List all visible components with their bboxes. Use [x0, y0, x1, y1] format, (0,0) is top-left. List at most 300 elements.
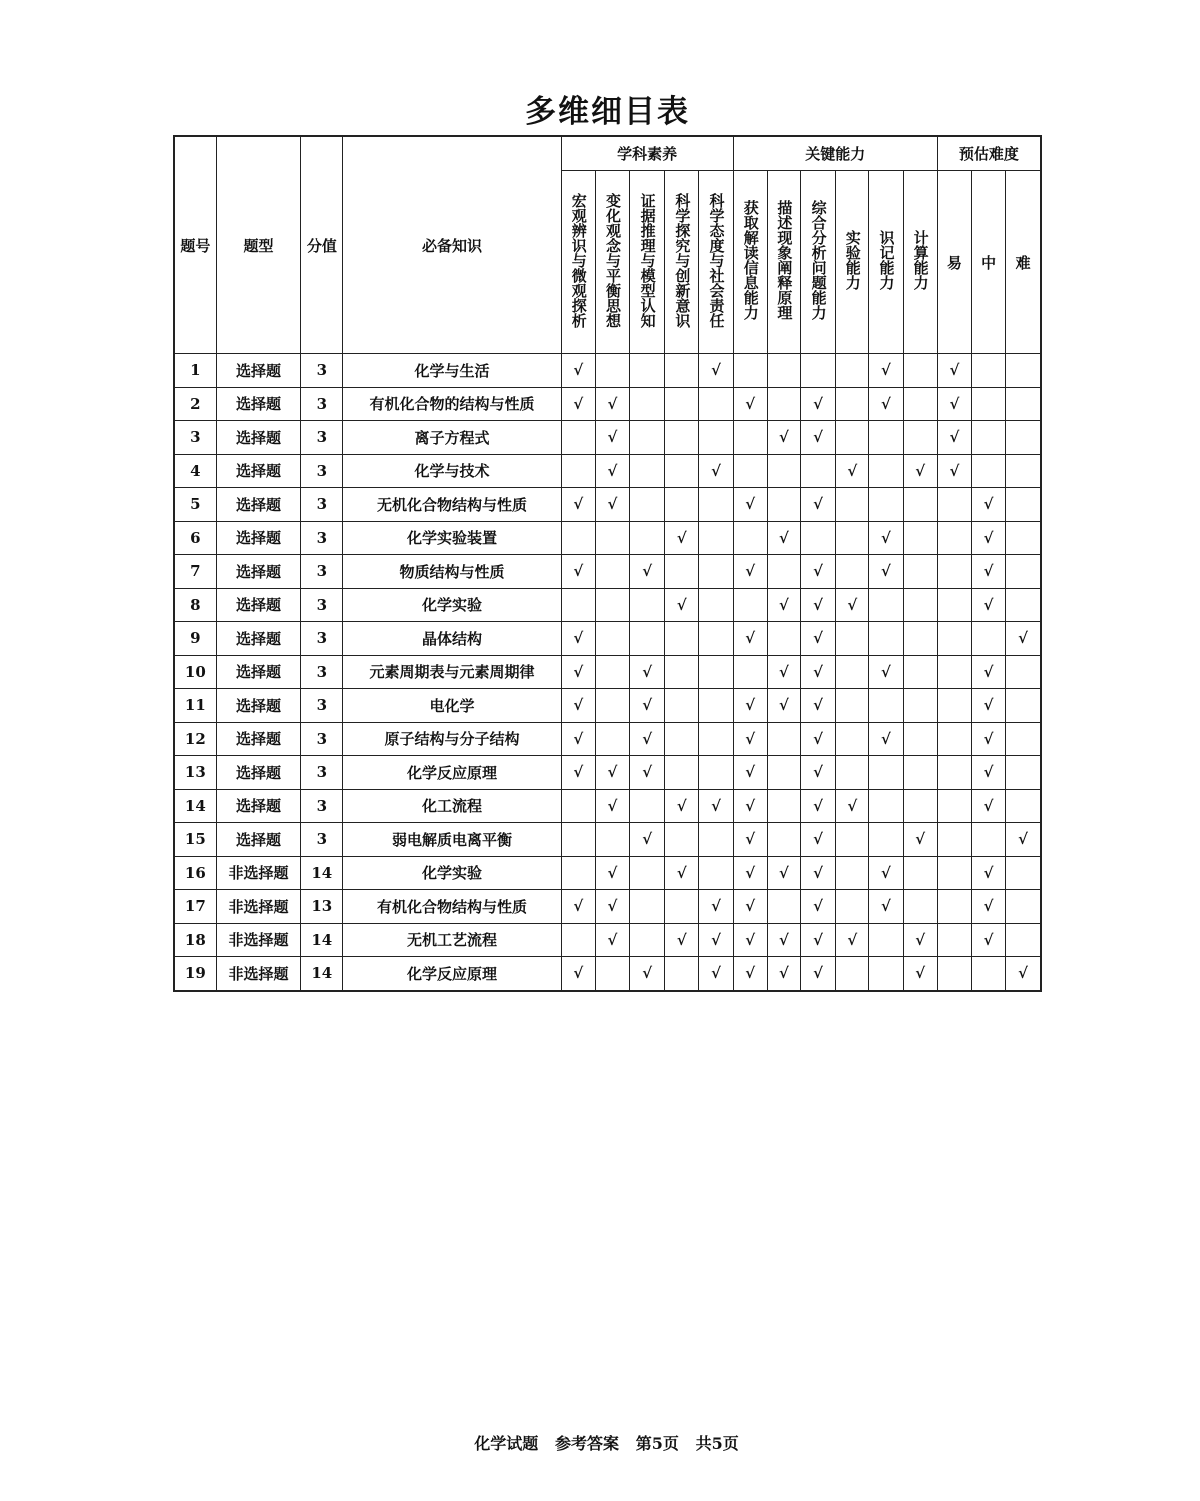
- empty-cell: [665, 622, 699, 656]
- row-id: 17: [174, 890, 216, 924]
- check-mark: √: [733, 387, 767, 421]
- empty-cell: [836, 622, 869, 656]
- empty-cell: [903, 421, 937, 455]
- empty-cell: [561, 923, 595, 957]
- empty-cell: [630, 789, 665, 823]
- empty-cell: [767, 354, 800, 388]
- check-mark: √: [733, 689, 767, 723]
- row-score: 3: [301, 555, 343, 589]
- row-knowledge: 物质结构与性质: [343, 555, 561, 589]
- empty-cell: [1006, 722, 1041, 756]
- check-mark: √: [630, 823, 665, 857]
- empty-cell: [836, 890, 869, 924]
- empty-cell: [665, 957, 699, 991]
- header-literacy-col: 证据推理与模型认知: [630, 171, 665, 354]
- check-mark: √: [800, 890, 835, 924]
- check-mark: √: [733, 722, 767, 756]
- check-mark: √: [595, 421, 629, 455]
- empty-cell: [595, 957, 629, 991]
- empty-cell: [869, 789, 903, 823]
- empty-cell: [903, 588, 937, 622]
- empty-cell: [836, 354, 869, 388]
- check-mark: √: [699, 957, 733, 991]
- empty-cell: [699, 655, 733, 689]
- check-mark: √: [733, 756, 767, 790]
- empty-cell: [561, 789, 595, 823]
- row-type: 选择题: [216, 789, 300, 823]
- row-type: 选择题: [216, 655, 300, 689]
- empty-cell: [800, 521, 835, 555]
- empty-cell: [1006, 454, 1041, 488]
- empty-cell: [767, 789, 800, 823]
- table-row: [174, 421, 1041, 455]
- check-mark: √: [561, 722, 595, 756]
- check-mark: √: [630, 689, 665, 723]
- empty-cell: [767, 555, 800, 589]
- empty-cell: [595, 555, 629, 589]
- empty-cell: [836, 689, 869, 723]
- row-type: 非选择题: [216, 890, 300, 924]
- check-mark: √: [869, 722, 903, 756]
- row-knowledge: 有机化合物的结构与性质: [343, 387, 561, 421]
- empty-cell: [561, 454, 595, 488]
- empty-cell: [972, 957, 1006, 991]
- table-row: [174, 354, 1041, 388]
- empty-cell: [1006, 655, 1041, 689]
- check-mark: √: [595, 923, 629, 957]
- header-difficulty-medium: 中: [972, 171, 1006, 354]
- empty-cell: [630, 387, 665, 421]
- row-type: 非选择题: [216, 957, 300, 991]
- header-group-row: [174, 136, 1041, 171]
- empty-cell: [665, 555, 699, 589]
- row-type: 选择题: [216, 354, 300, 388]
- row-type: 非选择题: [216, 856, 300, 890]
- table-row: [174, 957, 1041, 991]
- empty-cell: [869, 823, 903, 857]
- empty-cell: [1006, 789, 1041, 823]
- header-ability-col: 识记能力: [869, 171, 903, 354]
- empty-cell: [767, 823, 800, 857]
- empty-cell: [630, 421, 665, 455]
- header-group-difficulty: 预估难度: [937, 136, 1041, 171]
- empty-cell: [1006, 756, 1041, 790]
- check-mark: √: [937, 421, 971, 455]
- row-score: 3: [301, 689, 343, 723]
- table-row: [174, 722, 1041, 756]
- header-score: 分值: [301, 136, 343, 354]
- check-mark: √: [836, 923, 869, 957]
- page-title: 多维细目表: [525, 94, 690, 130]
- check-mark: √: [1006, 823, 1041, 857]
- row-id: 15: [174, 823, 216, 857]
- empty-cell: [937, 655, 971, 689]
- empty-cell: [630, 488, 665, 522]
- table-row: [174, 555, 1041, 589]
- row-id: 2: [174, 387, 216, 421]
- empty-cell: [836, 823, 869, 857]
- check-mark: √: [733, 622, 767, 656]
- row-knowledge: 电化学: [343, 689, 561, 723]
- empty-cell: [937, 923, 971, 957]
- empty-cell: [836, 722, 869, 756]
- check-mark: √: [733, 890, 767, 924]
- row-id: 14: [174, 789, 216, 823]
- empty-cell: [903, 555, 937, 589]
- empty-cell: [836, 655, 869, 689]
- empty-cell: [1006, 856, 1041, 890]
- check-mark: √: [937, 387, 971, 421]
- table-row: [174, 789, 1041, 823]
- header-ability-col: 描述现象阐释原理: [767, 171, 800, 354]
- check-mark: √: [595, 387, 629, 421]
- check-mark: √: [869, 856, 903, 890]
- check-mark: √: [767, 655, 800, 689]
- empty-cell: [869, 421, 903, 455]
- empty-cell: [937, 756, 971, 790]
- row-type: 选择题: [216, 421, 300, 455]
- row-id: 1: [174, 354, 216, 388]
- empty-cell: [937, 957, 971, 991]
- check-mark: √: [561, 689, 595, 723]
- empty-cell: [1006, 421, 1041, 455]
- check-mark: √: [800, 722, 835, 756]
- check-mark: √: [800, 655, 835, 689]
- empty-cell: [767, 622, 800, 656]
- empty-cell: [836, 488, 869, 522]
- check-mark: √: [561, 756, 595, 790]
- empty-cell: [699, 756, 733, 790]
- empty-cell: [903, 890, 937, 924]
- row-score: 3: [301, 354, 343, 388]
- header-difficulty-hard: 难: [1006, 171, 1041, 354]
- check-mark: √: [699, 890, 733, 924]
- row-knowledge: 有机化合物结构与性质: [343, 890, 561, 924]
- header-literacy-col: 变化观念与平衡思想: [595, 171, 629, 354]
- empty-cell: [630, 856, 665, 890]
- check-mark: √: [699, 354, 733, 388]
- row-type: 选择题: [216, 622, 300, 656]
- check-mark: √: [630, 722, 665, 756]
- check-mark: √: [595, 454, 629, 488]
- check-mark: √: [665, 856, 699, 890]
- row-id: 11: [174, 689, 216, 723]
- check-mark: √: [630, 957, 665, 991]
- header-ability-col: 获取解读信息能力: [733, 171, 767, 354]
- row-knowledge: 无机化合物结构与性质: [343, 488, 561, 522]
- check-mark: √: [767, 588, 800, 622]
- table-row: [174, 890, 1041, 924]
- header-ability-col: 计算能力: [903, 171, 937, 354]
- row-score: 3: [301, 488, 343, 522]
- empty-cell: [1006, 354, 1041, 388]
- row-type: 选择题: [216, 588, 300, 622]
- table-row: [174, 488, 1041, 522]
- empty-cell: [733, 354, 767, 388]
- empty-cell: [869, 957, 903, 991]
- row-knowledge: 无机工艺流程: [343, 923, 561, 957]
- empty-cell: [800, 354, 835, 388]
- row-score: 3: [301, 823, 343, 857]
- empty-cell: [767, 454, 800, 488]
- check-mark: √: [869, 521, 903, 555]
- check-mark: √: [767, 856, 800, 890]
- check-mark: √: [972, 789, 1006, 823]
- check-mark: √: [733, 856, 767, 890]
- check-mark: √: [561, 622, 595, 656]
- header-group-literacy: 学科素养: [561, 136, 733, 171]
- table-row: [174, 588, 1041, 622]
- table-row: [174, 923, 1041, 957]
- empty-cell: [800, 454, 835, 488]
- row-type: 非选择题: [216, 923, 300, 957]
- table-row: [174, 521, 1041, 555]
- row-score: 3: [301, 387, 343, 421]
- empty-cell: [1006, 588, 1041, 622]
- row-id: 5: [174, 488, 216, 522]
- check-mark: √: [767, 521, 800, 555]
- empty-cell: [665, 689, 699, 723]
- empty-cell: [630, 588, 665, 622]
- header-literacy-col: 宏观辨识与微观探析: [561, 171, 595, 354]
- row-knowledge: 化学与技术: [343, 454, 561, 488]
- empty-cell: [561, 421, 595, 455]
- check-mark: √: [561, 890, 595, 924]
- check-mark: √: [595, 856, 629, 890]
- empty-cell: [937, 521, 971, 555]
- empty-cell: [733, 421, 767, 455]
- check-mark: √: [595, 756, 629, 790]
- check-mark: √: [800, 588, 835, 622]
- check-mark: √: [869, 890, 903, 924]
- check-mark: √: [800, 957, 835, 991]
- empty-cell: [972, 387, 1006, 421]
- empty-cell: [1006, 521, 1041, 555]
- empty-cell: [869, 588, 903, 622]
- empty-cell: [561, 856, 595, 890]
- empty-cell: [561, 823, 595, 857]
- empty-cell: [699, 555, 733, 589]
- table-body: [174, 354, 1041, 991]
- check-mark: √: [800, 689, 835, 723]
- page-footer: 化学试题 参考答案 第5页 共5页: [474, 1434, 739, 1453]
- row-id: 13: [174, 756, 216, 790]
- empty-cell: [1006, 387, 1041, 421]
- row-id: 10: [174, 655, 216, 689]
- check-mark: √: [972, 555, 1006, 589]
- check-mark: √: [903, 454, 937, 488]
- empty-cell: [903, 722, 937, 756]
- empty-cell: [733, 454, 767, 488]
- row-knowledge: 元素周期表与元素周期律: [343, 655, 561, 689]
- row-type: 选择题: [216, 689, 300, 723]
- empty-cell: [561, 588, 595, 622]
- empty-cell: [937, 722, 971, 756]
- row-type: 选择题: [216, 823, 300, 857]
- row-score: 3: [301, 622, 343, 656]
- check-mark: √: [903, 957, 937, 991]
- check-mark: √: [665, 521, 699, 555]
- empty-cell: [665, 722, 699, 756]
- table-row: [174, 454, 1041, 488]
- empty-cell: [903, 488, 937, 522]
- empty-cell: [699, 421, 733, 455]
- empty-cell: [699, 622, 733, 656]
- row-knowledge: 化学反应原理: [343, 957, 561, 991]
- empty-cell: [869, 488, 903, 522]
- check-mark: √: [595, 488, 629, 522]
- empty-cell: [937, 823, 971, 857]
- empty-cell: [1006, 488, 1041, 522]
- table-row: [174, 655, 1041, 689]
- empty-cell: [595, 354, 629, 388]
- row-id: 9: [174, 622, 216, 656]
- row-id: 8: [174, 588, 216, 622]
- empty-cell: [699, 521, 733, 555]
- row-id: 4: [174, 454, 216, 488]
- empty-cell: [595, 521, 629, 555]
- empty-cell: [903, 655, 937, 689]
- empty-cell: [937, 856, 971, 890]
- check-mark: √: [699, 789, 733, 823]
- empty-cell: [903, 689, 937, 723]
- row-knowledge: 化学实验装置: [343, 521, 561, 555]
- row-type: 选择题: [216, 488, 300, 522]
- table-row: [174, 622, 1041, 656]
- check-mark: √: [836, 588, 869, 622]
- row-score: 3: [301, 521, 343, 555]
- empty-cell: [630, 521, 665, 555]
- check-mark: √: [800, 622, 835, 656]
- check-mark: √: [561, 488, 595, 522]
- row-knowledge: 晶体结构: [343, 622, 561, 656]
- check-mark: √: [733, 488, 767, 522]
- empty-cell: [937, 555, 971, 589]
- header-ability-col: 综合分析问题能力: [800, 171, 835, 354]
- empty-cell: [595, 689, 629, 723]
- check-mark: √: [903, 923, 937, 957]
- empty-cell: [972, 421, 1006, 455]
- check-mark: √: [800, 756, 835, 790]
- empty-cell: [937, 689, 971, 723]
- row-knowledge: 弱电解质电离平衡: [343, 823, 561, 857]
- check-mark: √: [972, 756, 1006, 790]
- check-mark: √: [595, 890, 629, 924]
- empty-cell: [733, 521, 767, 555]
- row-knowledge: 原子结构与分子结构: [343, 722, 561, 756]
- empty-cell: [1006, 689, 1041, 723]
- check-mark: √: [800, 387, 835, 421]
- row-knowledge: 化工流程: [343, 789, 561, 823]
- check-mark: √: [800, 923, 835, 957]
- row-knowledge: 化学实验: [343, 856, 561, 890]
- check-mark: √: [561, 555, 595, 589]
- check-mark: √: [733, 789, 767, 823]
- check-mark: √: [836, 454, 869, 488]
- row-score: 3: [301, 789, 343, 823]
- empty-cell: [937, 890, 971, 924]
- empty-cell: [595, 622, 629, 656]
- check-mark: √: [1006, 622, 1041, 656]
- check-mark: √: [630, 756, 665, 790]
- check-mark: √: [733, 923, 767, 957]
- table-row: [174, 856, 1041, 890]
- empty-cell: [630, 890, 665, 924]
- empty-cell: [767, 756, 800, 790]
- empty-cell: [595, 588, 629, 622]
- empty-cell: [699, 689, 733, 723]
- row-score: 14: [301, 856, 343, 890]
- empty-cell: [767, 722, 800, 756]
- empty-cell: [630, 454, 665, 488]
- row-knowledge: 化学反应原理: [343, 756, 561, 790]
- row-score: 14: [301, 957, 343, 991]
- check-mark: √: [869, 354, 903, 388]
- check-mark: √: [800, 789, 835, 823]
- row-type: 选择题: [216, 454, 300, 488]
- row-score: 3: [301, 722, 343, 756]
- check-mark: √: [972, 488, 1006, 522]
- empty-cell: [836, 521, 869, 555]
- check-mark: √: [665, 588, 699, 622]
- check-mark: √: [561, 655, 595, 689]
- row-score: 3: [301, 454, 343, 488]
- header-literacy-col: 科学态度与社会责任: [699, 171, 733, 354]
- check-mark: √: [972, 521, 1006, 555]
- row-id: 7: [174, 555, 216, 589]
- check-mark: √: [1006, 957, 1041, 991]
- header-difficulty-easy: 易: [937, 171, 971, 354]
- row-id: 6: [174, 521, 216, 555]
- check-mark: √: [733, 957, 767, 991]
- check-mark: √: [903, 823, 937, 857]
- check-mark: √: [800, 555, 835, 589]
- empty-cell: [937, 488, 971, 522]
- check-mark: √: [972, 856, 1006, 890]
- empty-cell: [699, 856, 733, 890]
- check-mark: √: [937, 354, 971, 388]
- check-mark: √: [869, 387, 903, 421]
- empty-cell: [972, 622, 1006, 656]
- empty-cell: [869, 622, 903, 656]
- empty-cell: [937, 789, 971, 823]
- specification-table: [173, 135, 1042, 992]
- empty-cell: [665, 823, 699, 857]
- empty-cell: [733, 655, 767, 689]
- table-row: [174, 689, 1041, 723]
- empty-cell: [665, 387, 699, 421]
- empty-cell: [595, 655, 629, 689]
- check-mark: √: [665, 923, 699, 957]
- check-mark: √: [800, 488, 835, 522]
- empty-cell: [836, 756, 869, 790]
- check-mark: √: [972, 722, 1006, 756]
- empty-cell: [699, 823, 733, 857]
- check-mark: √: [733, 823, 767, 857]
- check-mark: √: [800, 421, 835, 455]
- check-mark: √: [561, 354, 595, 388]
- row-type: 选择题: [216, 521, 300, 555]
- check-mark: √: [665, 789, 699, 823]
- check-mark: √: [972, 689, 1006, 723]
- empty-cell: [972, 823, 1006, 857]
- check-mark: √: [630, 555, 665, 589]
- empty-cell: [767, 890, 800, 924]
- empty-cell: [665, 421, 699, 455]
- empty-cell: [699, 588, 733, 622]
- empty-cell: [903, 622, 937, 656]
- check-mark: √: [972, 890, 1006, 924]
